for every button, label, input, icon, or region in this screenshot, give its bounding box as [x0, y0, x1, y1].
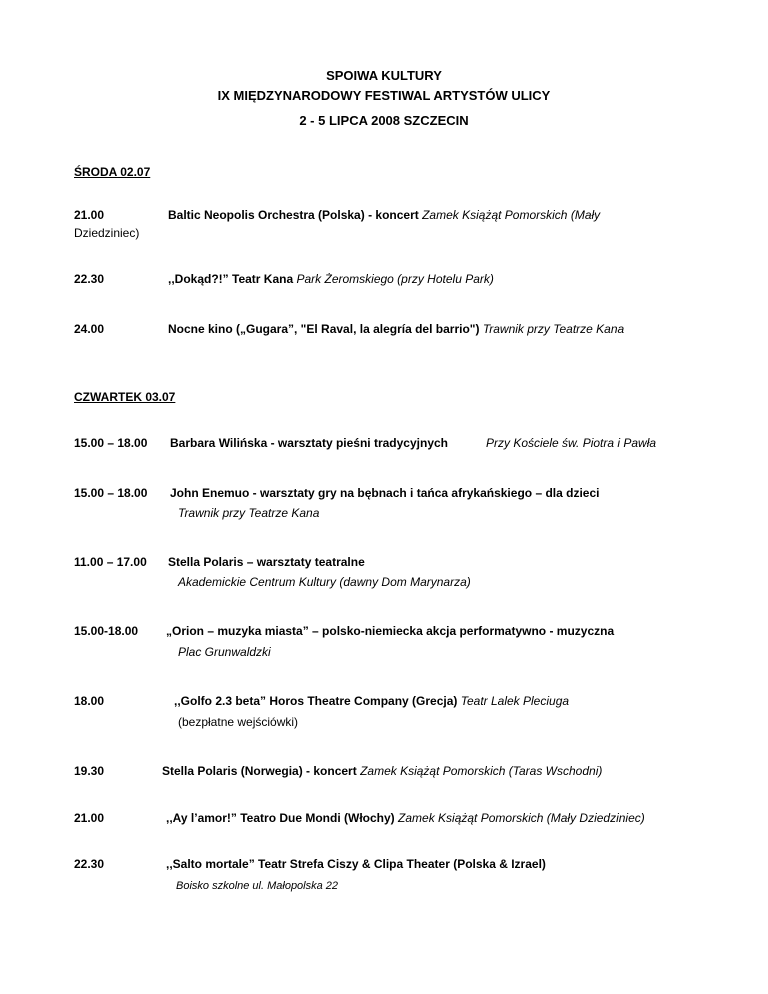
event-time: 15.00 – 18.00 — [74, 436, 148, 450]
event-time: 18.00 — [74, 694, 105, 708]
event-place-text: Akademickie Centrum Kultury (dawny Dom Marynarza) — [178, 575, 471, 589]
festival-dates: 2 - 5 LIPCA 2008 SZCZECIN — [299, 113, 469, 128]
event-place-cont: (Mały — [570, 208, 601, 222]
event-time: 24.00 — [74, 322, 105, 336]
festival-title: SPOIWA KULTURY — [326, 68, 442, 83]
event-description — [174, 694, 569, 708]
event-title: Stella Polaris (Norwegia) - koncert — [162, 764, 357, 778]
event-time: 15.00-18.00 — [74, 624, 139, 638]
event-description — [168, 322, 624, 336]
event-place-text: Trawnik przy Teatrze Kana — [178, 506, 320, 520]
event-title: ,,Ay l’amor!” Teatro Due Mondi (Włochy) — [166, 811, 395, 825]
event-place-text: Plac Grunwaldzki — [178, 645, 271, 659]
event-description — [166, 811, 645, 825]
event-place-text: Boisko szkolne ul. Małopolska 22 — [176, 880, 339, 892]
event-time: 15.00 – 18.00 — [74, 486, 148, 500]
event-title: „Orion – muzyka miasta” – polsko-niemiecka akcja performatywno - muzyczna — [166, 624, 615, 638]
event-place — [178, 645, 271, 659]
event-place — [176, 880, 338, 892]
event-title: Stella Polaris – warsztaty teatralne — [168, 555, 365, 569]
event-title: Baltic Neopolis Orchestra (Polska) - koncert — [168, 208, 419, 222]
event-place: Zamek Książąt Pomorskich (Mały Dziedziniec) — [398, 811, 645, 825]
event-place: Park Żeromskiego (przy Hotelu Park) — [296, 272, 494, 286]
event-place: Trawnik przy Teatrze Kana — [482, 322, 625, 336]
event-title: ,,Dokąd?!” Teatr Kana — [168, 272, 294, 286]
day-heading-thursday: CZWARTEK 03.07 — [74, 390, 176, 404]
event-title: ,,Salto mortale” Teatr Strefa Ciszy & Clipa Theater (Polska & Izrael) — [166, 857, 546, 871]
event-place: Teatr Lalek Pleciuga — [460, 694, 570, 708]
event-title: Nocne kino („Gugara”, "El Raval, la alegría del barrio") — [168, 322, 480, 336]
festival-subtitle: IX MIĘDZYNARODOWY FESTIWAL ARTYSTÓW ULICY — [217, 88, 551, 103]
event-place — [486, 436, 656, 450]
event-place-text: Przy Kościele św. Piotra i Pawła — [486, 436, 657, 450]
event-title: Barbara Wilińska - warsztaty pieśni tradycyjnych — [170, 436, 448, 450]
event-place — [178, 575, 471, 589]
event-time: 11.00 – 17.00 — [74, 555, 147, 569]
event-place: Zamek Książąt Pomorskich — [422, 208, 568, 222]
event-time: 21.00 — [74, 811, 105, 825]
event-note: (bezpłatne wejściówki) — [178, 715, 299, 729]
event-time: 22.30 — [74, 857, 105, 871]
event-time: 19.30 — [74, 764, 105, 778]
event-place: Zamek Książąt Pomorskich (Taras Wschodni) — [360, 764, 603, 778]
event-description — [162, 764, 602, 778]
event-title: ,,Golfo 2.3 beta” Horos Theatre Company (Grecja) — [174, 694, 458, 708]
event-place — [178, 506, 319, 520]
event-time: 21.00 — [74, 208, 105, 222]
event-place-continued: Dziedziniec) — [74, 226, 140, 240]
event-description — [168, 272, 494, 286]
event-time: 22.30 — [74, 272, 105, 286]
event-description — [168, 208, 600, 222]
day-heading-wednesday: ŚRODA 02.07 — [74, 165, 151, 179]
event-title: John Enemuo - warsztaty gry na bębnach i tańca afrykańskiego – dla dzieci — [170, 486, 600, 500]
